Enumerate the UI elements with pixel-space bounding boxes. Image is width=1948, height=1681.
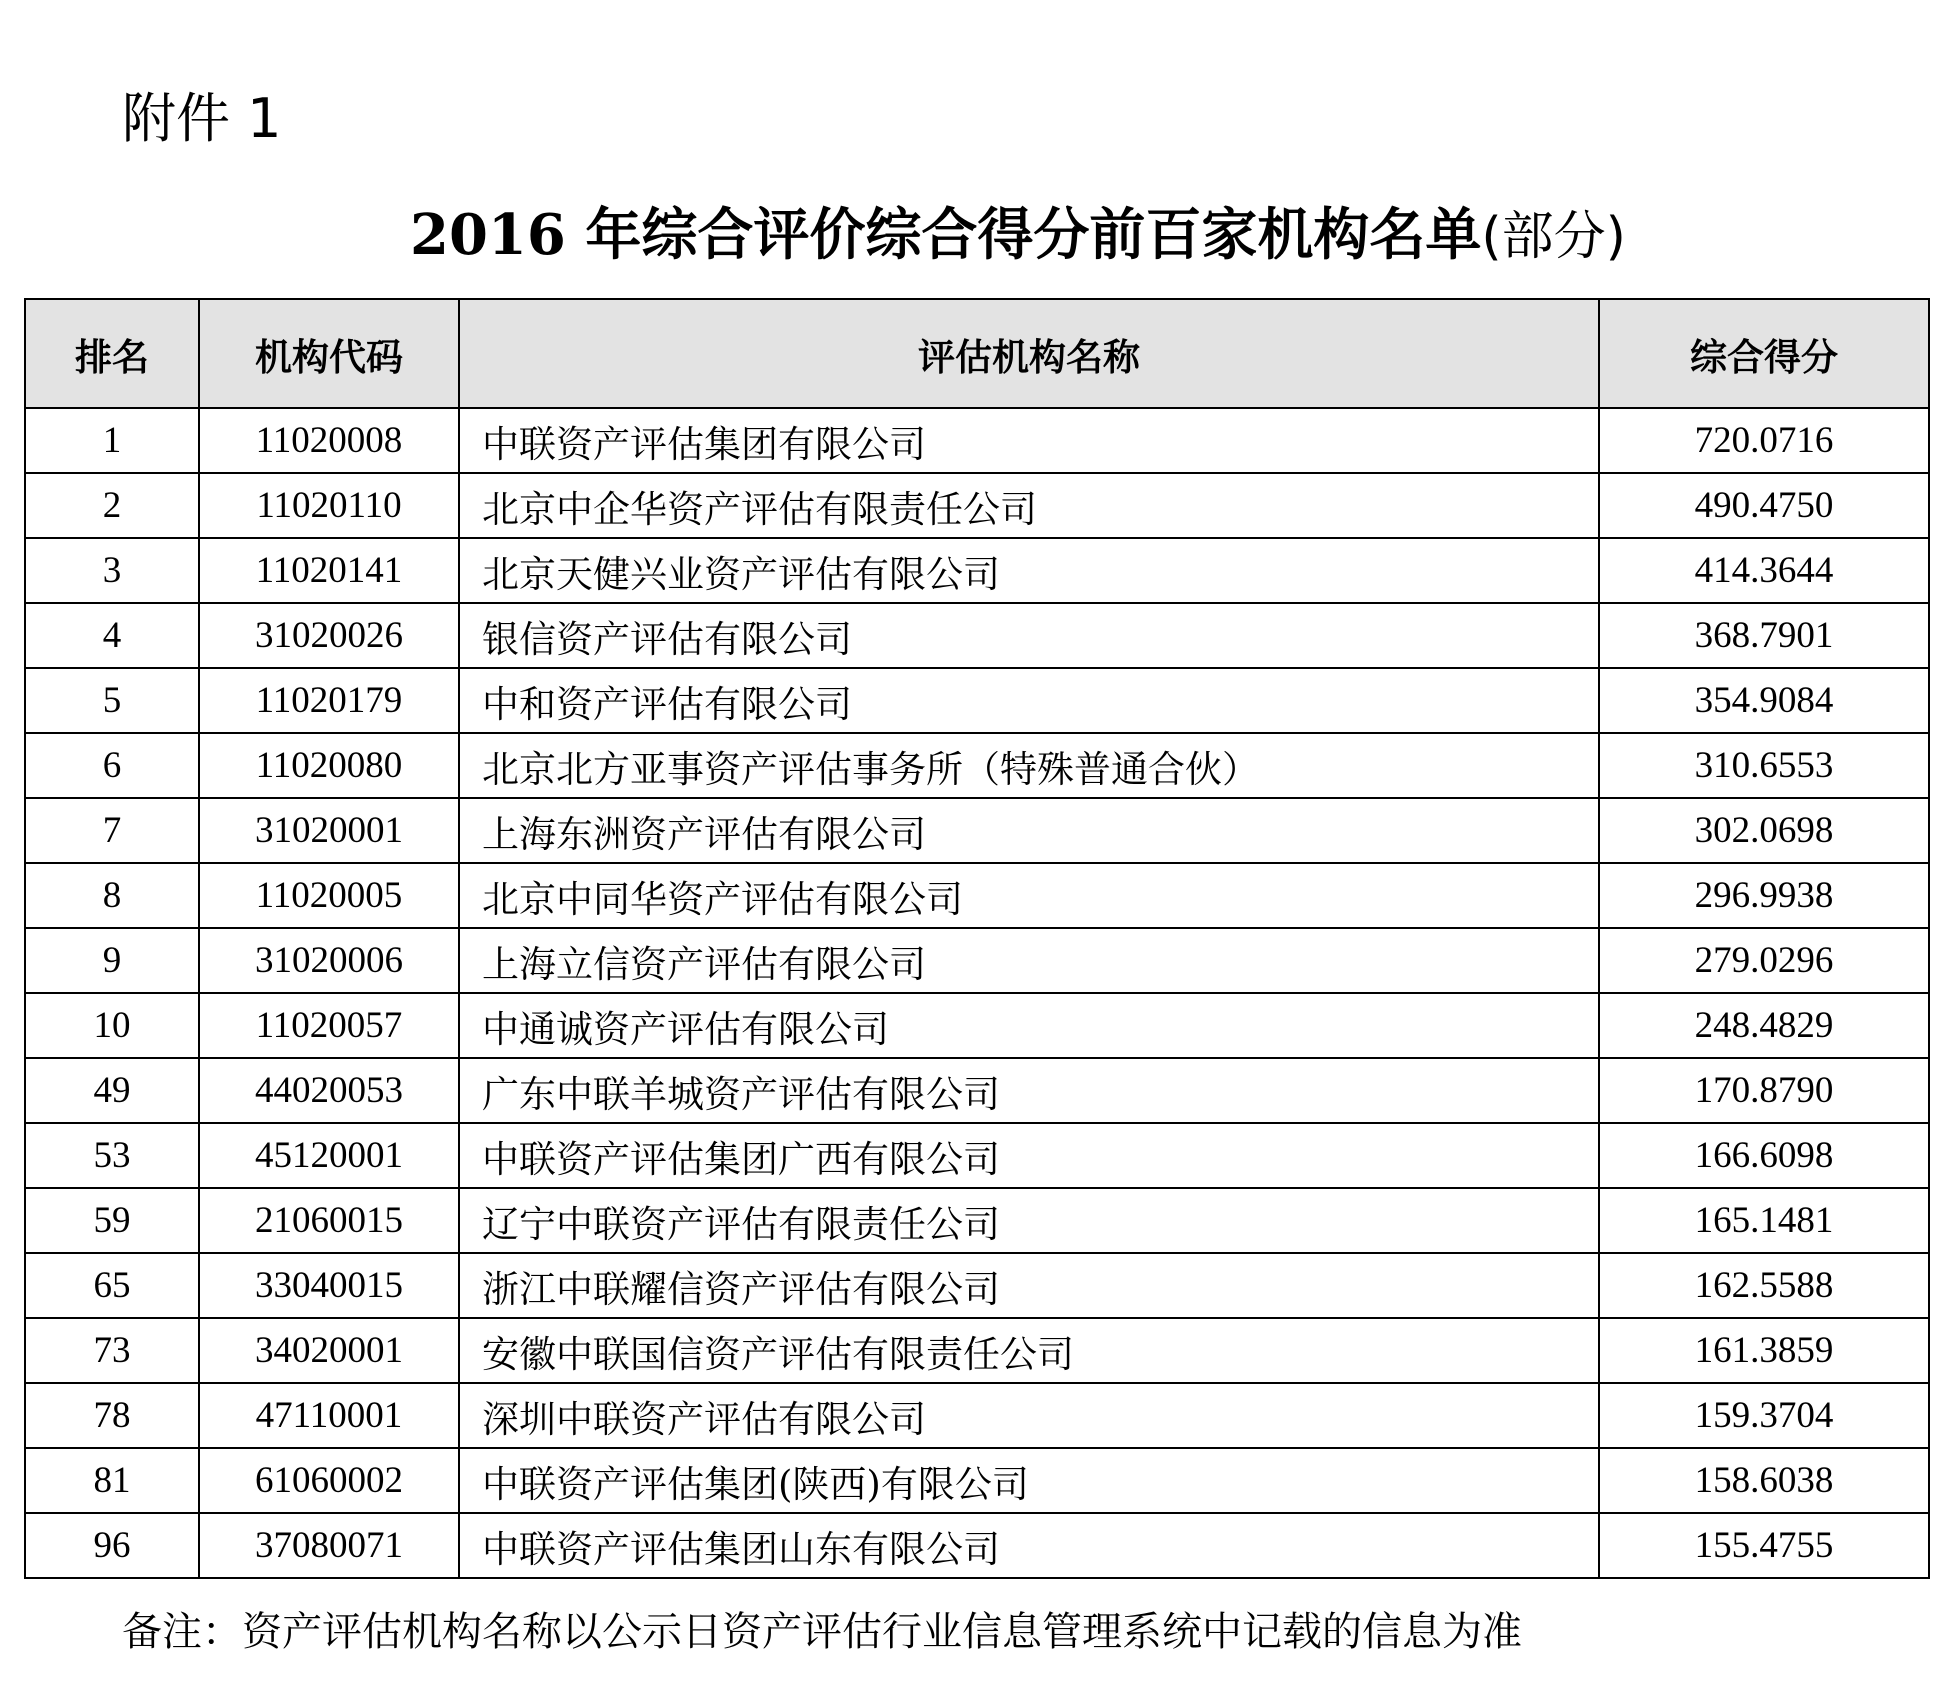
institution-name-cell: 中和资产评估有限公司 bbox=[459, 668, 1599, 733]
document-title bbox=[410, 200, 1626, 272]
code-cell: 11020141 bbox=[199, 538, 459, 603]
table-row bbox=[25, 798, 1929, 863]
table-row bbox=[25, 603, 1929, 668]
code-cell: 34020001 bbox=[199, 1318, 459, 1383]
institution-name-cell: 中联资产评估集团广西有限公司 bbox=[459, 1123, 1599, 1188]
table-row bbox=[25, 1318, 1929, 1383]
institution-name-cell: 银信资产评估有限公司 bbox=[459, 603, 1599, 668]
header-score: 综合得分 bbox=[1599, 299, 1929, 408]
institution-name-cell: 上海东洲资产评估有限公司 bbox=[459, 798, 1599, 863]
institution-name-cell: 上海立信资产评估有限公司 bbox=[459, 928, 1599, 993]
table-row bbox=[25, 1448, 1929, 1513]
rank-cell: 10 bbox=[25, 993, 199, 1058]
institution-name-cell: 深圳中联资产评估有限公司 bbox=[459, 1383, 1599, 1448]
score-cell: 296.9938 bbox=[1599, 863, 1929, 928]
header-institution-code: 机构代码 bbox=[199, 299, 459, 408]
attachment-label: 附件 1 bbox=[122, 87, 282, 150]
table-row bbox=[25, 863, 1929, 928]
score-cell: 158.6038 bbox=[1599, 1448, 1929, 1513]
score-cell: 161.3859 bbox=[1599, 1318, 1929, 1383]
code-cell: 21060015 bbox=[199, 1188, 459, 1253]
code-cell: 61060002 bbox=[199, 1448, 459, 1513]
table-row bbox=[25, 1513, 1929, 1578]
code-cell: 44020053 bbox=[199, 1058, 459, 1123]
rank-cell: 49 bbox=[25, 1058, 199, 1123]
rank-cell: 6 bbox=[25, 733, 199, 798]
table-row bbox=[25, 538, 1929, 603]
code-cell: 37080071 bbox=[199, 1513, 459, 1578]
institution-name-cell: 广东中联羊城资产评估有限公司 bbox=[459, 1058, 1599, 1123]
rank-cell: 5 bbox=[25, 668, 199, 733]
rank-cell: 53 bbox=[25, 1123, 199, 1188]
code-cell: 11020179 bbox=[199, 668, 459, 733]
score-cell: 354.9084 bbox=[1599, 668, 1929, 733]
rank-cell: 9 bbox=[25, 928, 199, 993]
institution-name-cell: 北京北方亚事资产评估事务所（特殊普通合伙） bbox=[459, 733, 1599, 798]
rank-cell: 1 bbox=[25, 408, 199, 473]
institution-name-cell: 北京天健兴业资产评估有限公司 bbox=[459, 538, 1599, 603]
code-cell: 11020005 bbox=[199, 863, 459, 928]
table-row bbox=[25, 993, 1929, 1058]
score-cell: 720.0716 bbox=[1599, 408, 1929, 473]
table-row bbox=[25, 668, 1929, 733]
score-cell: 170.8790 bbox=[1599, 1058, 1929, 1123]
table-row bbox=[25, 1383, 1929, 1448]
table-row bbox=[25, 1253, 1929, 1318]
rank-cell: 81 bbox=[25, 1448, 199, 1513]
score-cell: 162.5588 bbox=[1599, 1253, 1929, 1318]
score-cell: 155.4755 bbox=[1599, 1513, 1929, 1578]
header-rank: 排名 bbox=[25, 299, 199, 408]
score-cell: 310.6553 bbox=[1599, 733, 1929, 798]
rank-cell: 78 bbox=[25, 1383, 199, 1448]
score-cell: 414.3644 bbox=[1599, 538, 1929, 603]
table-body bbox=[25, 408, 1929, 1578]
code-cell: 31020001 bbox=[199, 798, 459, 863]
institution-name-cell: 浙江中联耀信资产评估有限公司 bbox=[459, 1253, 1599, 1318]
footnote: 备注：资产评估机构名称以公示日资产评估行业信息管理系统中记载的信息为准 bbox=[122, 1609, 1522, 1655]
rank-cell: 96 bbox=[25, 1513, 199, 1578]
institution-name-cell: 安徽中联国信资产评估有限责任公司 bbox=[459, 1318, 1599, 1383]
code-cell: 11020008 bbox=[199, 408, 459, 473]
institution-name-cell: 中联资产评估集团有限公司 bbox=[459, 408, 1599, 473]
rank-cell: 2 bbox=[25, 473, 199, 538]
code-cell: 31020006 bbox=[199, 928, 459, 993]
table-row bbox=[25, 928, 1929, 993]
ranking-table bbox=[24, 298, 1930, 1579]
code-cell: 47110001 bbox=[199, 1383, 459, 1448]
rank-cell: 59 bbox=[25, 1188, 199, 1253]
rank-cell: 73 bbox=[25, 1318, 199, 1383]
institution-name-cell: 中通诚资产评估有限公司 bbox=[459, 993, 1599, 1058]
table-header-row bbox=[25, 299, 1929, 408]
table-row bbox=[25, 473, 1929, 538]
code-cell: 33040015 bbox=[199, 1253, 459, 1318]
table-row bbox=[25, 1188, 1929, 1253]
code-cell: 31020026 bbox=[199, 603, 459, 668]
score-cell: 165.1481 bbox=[1599, 1188, 1929, 1253]
code-cell: 11020057 bbox=[199, 993, 459, 1058]
rank-cell: 8 bbox=[25, 863, 199, 928]
code-cell: 45120001 bbox=[199, 1123, 459, 1188]
code-cell: 11020110 bbox=[199, 473, 459, 538]
score-cell: 166.6098 bbox=[1599, 1123, 1929, 1188]
score-cell: 302.0698 bbox=[1599, 798, 1929, 863]
score-cell: 279.0296 bbox=[1599, 928, 1929, 993]
score-cell: 159.3704 bbox=[1599, 1383, 1929, 1448]
table-row bbox=[25, 1123, 1929, 1188]
table-row bbox=[25, 733, 1929, 798]
score-cell: 490.4750 bbox=[1599, 473, 1929, 538]
rank-cell: 7 bbox=[25, 798, 199, 863]
institution-name-cell: 辽宁中联资产评估有限责任公司 bbox=[459, 1188, 1599, 1253]
rank-cell: 65 bbox=[25, 1253, 199, 1318]
document-title-main: 2016 年综合评价综合得分前百家机构名单 bbox=[410, 202, 1482, 268]
rank-cell: 3 bbox=[25, 538, 199, 603]
institution-name-cell: 北京中同华资产评估有限公司 bbox=[459, 863, 1599, 928]
institution-name-cell: 北京中企华资产评估有限责任公司 bbox=[459, 473, 1599, 538]
table-row bbox=[25, 1058, 1929, 1123]
institution-name-cell: 中联资产评估集团(陕西)有限公司 bbox=[459, 1448, 1599, 1513]
code-cell: 11020080 bbox=[199, 733, 459, 798]
table-row bbox=[25, 408, 1929, 473]
score-cell: 248.4829 bbox=[1599, 993, 1929, 1058]
document-title-suffix: (部分) bbox=[1481, 207, 1626, 267]
score-cell: 368.7901 bbox=[1599, 603, 1929, 668]
rank-cell: 4 bbox=[25, 603, 199, 668]
institution-name-cell: 中联资产评估集团山东有限公司 bbox=[459, 1513, 1599, 1578]
header-institution-name: 评估机构名称 bbox=[459, 299, 1599, 408]
